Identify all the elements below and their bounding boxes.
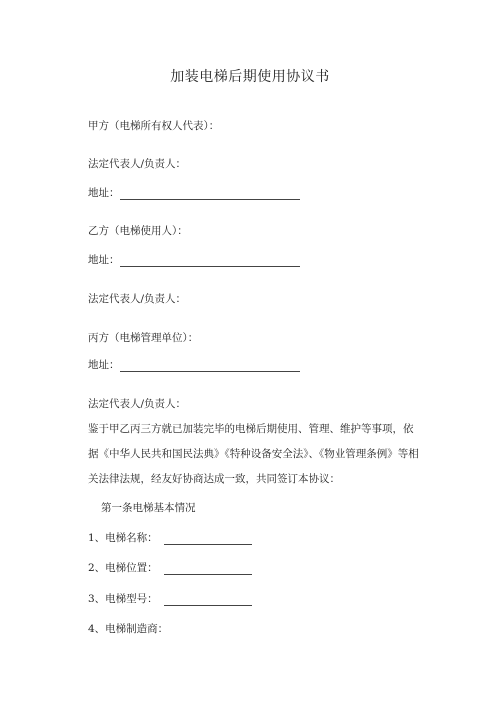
address-line-3 <box>88 358 300 372</box>
party-b-label: 乙方（电梯使用人）： <box>88 225 188 237</box>
legal-rep-label-2: 法定代表人/负责人： <box>88 293 187 305</box>
preamble-line-3: 关法律法规，经友好协商达成一致，共同签订本协议： <box>88 473 340 485</box>
legal-rep-label-1: 法定代表人/负责人： <box>88 158 187 170</box>
item-line-2 <box>88 561 252 575</box>
item-label-4: 4、电梯制造商： <box>88 623 169 635</box>
item-line-4 <box>88 622 168 636</box>
document-title: 加装电梯后期使用协议书 <box>170 69 330 85</box>
address-line-2 <box>88 253 300 267</box>
item-blank-2[interactable] <box>164 563 252 575</box>
preamble-line-2: 据《中华人民共和国民法典》《特种设备安全法》、《物业管理条例》等相 <box>88 448 419 460</box>
item-blank-3[interactable] <box>164 594 252 606</box>
address-blank-1[interactable] <box>120 188 300 200</box>
article-1-heading: 第一条电梯基本情况 <box>101 502 196 514</box>
item-label-2: 2、电梯位置： <box>88 562 158 574</box>
item-line-1 <box>88 531 252 545</box>
item-label-1: 1、电梯名称： <box>88 532 158 544</box>
item-label-3: 3、电梯型号： <box>88 593 158 605</box>
address-label-1: 地址： <box>88 187 120 199</box>
party-a-label: 甲方（电梯所有权人代表）： <box>88 120 220 132</box>
address-blank-3[interactable] <box>120 360 300 372</box>
address-line-1 <box>88 186 300 200</box>
item-blank-1[interactable] <box>164 533 252 545</box>
address-label-2: 地址： <box>88 254 120 266</box>
address-label-3: 地址： <box>88 359 120 371</box>
address-blank-2[interactable] <box>120 255 300 267</box>
legal-rep-label-3: 法定代表人/负责人： <box>88 398 187 410</box>
item-line-3 <box>88 592 252 606</box>
preamble-line-1: 鉴于甲乙丙三方就已加装完毕的电梯后期使用、管理、维护等事项，依 <box>88 423 414 435</box>
party-c-label: 丙方（电梯管理单位）： <box>88 332 199 344</box>
